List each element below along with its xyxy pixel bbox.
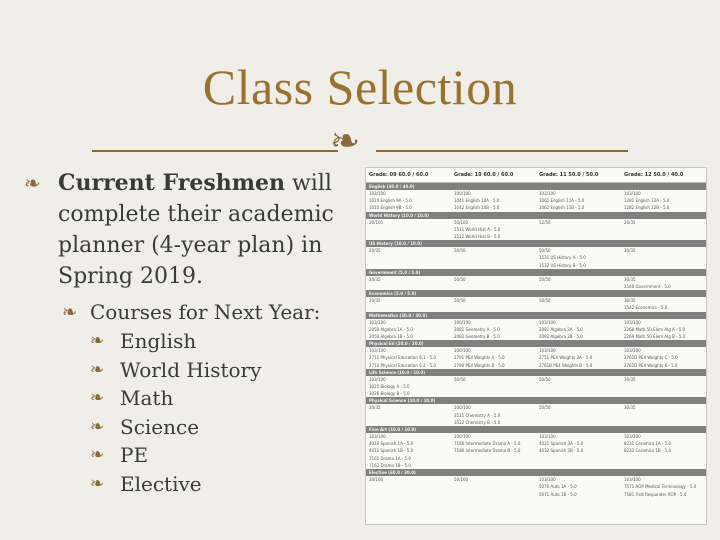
planner-cell: 30/35 — [624, 298, 636, 304]
planner-cell: 103/100 — [624, 319, 641, 325]
planner-row — [366, 383, 706, 390]
planner-cell: 1042 English 10B - 5.0 — [454, 205, 500, 211]
planner-cell: 1010 English 9A - 5.0 — [369, 198, 412, 204]
planner-cell: 100/100 — [454, 319, 471, 325]
planner-cell: 3521 Chemistry A - 5.0 — [454, 412, 501, 418]
planner-section-bar: Fine Art (10.0 / 10.0) — [366, 426, 706, 433]
planner-cell: 1511 World Hist A - 5.0 — [454, 226, 501, 232]
planner-cell: 2050 Algebra 1B - 5.0 — [369, 334, 413, 340]
course-label: Science — [120, 414, 200, 439]
planner-cell — [451, 455, 536, 462]
planner-cell: 2711 Physical Education 9.1 - 5.0 — [369, 355, 436, 361]
planner-cell: 50/50 — [539, 405, 551, 411]
planner-cell — [536, 455, 621, 462]
planner-cell — [451, 262, 536, 269]
planner-cell: 1061 English 11A - 5.0 — [539, 198, 585, 204]
planner-cell: 100/100 — [454, 405, 471, 411]
planner-cell: 30/35 — [624, 248, 636, 254]
planner-row — [366, 262, 706, 269]
planner-cell — [451, 483, 536, 490]
planner-cell: 20/35 — [369, 298, 381, 304]
planner-row — [366, 354, 706, 361]
planner-cell — [621, 455, 706, 462]
planner-cell: 3025 Biology A - 5.0 — [369, 384, 410, 390]
bullet-sub-text: Courses for Next Year: — [90, 300, 321, 324]
fleuron-bullet-icon: ❧ — [90, 416, 105, 437]
course-label: World History — [120, 357, 262, 382]
fleuron-bullet-icon: ❧ — [90, 445, 105, 465]
planner-cell — [366, 419, 451, 426]
planner-row — [366, 319, 706, 326]
planner-cell: 103/100 — [539, 319, 556, 325]
planner-row — [366, 376, 706, 383]
planner-row — [366, 362, 706, 369]
bullet-main-bold: Current Freshmen — [58, 170, 285, 196]
title-divider-left — [92, 150, 338, 152]
planner-cell — [451, 304, 536, 311]
bullet-sub — [18, 298, 353, 327]
planner-section-bar: US History (10.0 / 10.0) — [366, 240, 706, 247]
planner-cell — [366, 254, 451, 261]
planner-row — [366, 247, 706, 254]
planner-cell — [366, 304, 451, 311]
planner-cell — [366, 233, 451, 240]
planner-cell: 2268 Math 50 Elem Alg A - 5.0 — [624, 326, 686, 332]
planner-cell: 2082 Geometry B - 5.0 — [454, 334, 500, 340]
planner-cell: 103/100 — [539, 191, 556, 196]
planner-cell: 20/35 — [624, 219, 636, 225]
planner-cell: 7571 ROP Medical Terminology - 5.0 — [624, 484, 697, 490]
planner-cell: 7186 Intermediate Drama A - 5.0 — [454, 441, 521, 447]
planner-row — [366, 283, 706, 290]
course-item — [18, 356, 353, 385]
planner-section-bar: Government (5.0 / 5.0) — [366, 269, 706, 276]
planner-cell — [621, 412, 706, 419]
planner-section-bar: English (40.0 / 40.0) — [366, 183, 706, 190]
planner-cell — [621, 383, 706, 390]
planner-cell: 3026 Biology B - 5.0 — [369, 391, 410, 397]
planner-cell — [621, 226, 706, 233]
planner-cell — [451, 462, 536, 469]
planner-cell: 1281 English 12A - 5.0 — [624, 198, 670, 204]
planner-row — [366, 347, 706, 354]
planner-cell: 20/35 — [369, 405, 381, 411]
planner-cell: 103/100 — [624, 348, 641, 354]
planner-row — [366, 412, 706, 419]
planner-cell: 7162 Drama 1B - 5.0 — [369, 462, 411, 468]
planner-cell: 7581 First Responder ROP - 5.0 — [624, 491, 687, 497]
planner-cell — [366, 412, 451, 419]
academic-planner-image — [365, 167, 707, 525]
course-label: Elective — [120, 471, 202, 496]
planner-cell: 50/50 — [454, 248, 466, 254]
planner-row — [366, 233, 706, 240]
planner-cell: 5071 Auto 1B - 5.0 — [539, 491, 577, 497]
planner-cell: 103/100 — [624, 434, 641, 440]
planner-row — [366, 204, 706, 211]
planner-section-bar: Elective (60.0 / 30.0) — [366, 469, 706, 476]
course-label: English — [120, 329, 197, 353]
bullet-main-text: will complete their academic planner (4-year plan) in Spring 2019. — [58, 171, 334, 289]
planner-cell — [366, 226, 451, 233]
planner-row — [366, 226, 706, 233]
planner-cell — [366, 491, 451, 498]
planner-cell — [621, 233, 706, 240]
planner-section-bar: Physical Ed (20.0 / 20.0) — [366, 340, 706, 347]
planner-cell: 1282 English 12B - 5.0 — [624, 205, 670, 211]
planner-cell: 2050 Algebra 1A - 5.0 — [369, 326, 413, 332]
planner-cell — [366, 262, 451, 269]
planner-cell: 103/100 — [624, 191, 641, 196]
planner-cell: 2761B PE4 Weights B - 5.0 — [539, 362, 593, 368]
planner-cell: 2269 Math 50 Elem Alg B - 5.0 — [624, 334, 686, 340]
planner-grade-header: Grade: 12 50.0 / 40.0 — [624, 172, 684, 178]
planner-cell — [451, 254, 536, 261]
planner-cell: 100/100 — [454, 434, 471, 440]
planner-cell: 30/35 — [624, 376, 636, 382]
planner-row — [366, 440, 706, 447]
planner-row — [366, 333, 706, 340]
planner-cell: 1041 English 10A - 5.0 — [454, 198, 500, 204]
planner-cell: 50/50 — [539, 376, 551, 382]
planner-cell — [536, 226, 621, 233]
planner-cell — [451, 283, 536, 290]
planner-cell: 103/100 — [624, 477, 641, 483]
planner-row — [366, 491, 706, 498]
planner-cell: 8232 Ceramics 1B - 5.0 — [624, 448, 671, 454]
planner-cell — [621, 419, 706, 426]
planner-cell: 103/100 — [539, 434, 556, 440]
planner-row — [366, 190, 706, 197]
bullet-list — [18, 168, 353, 498]
planner-row — [366, 390, 706, 397]
planner-cell: 20/105 — [369, 219, 384, 225]
planner-cell: 1542 Economics - 5.0 — [624, 305, 668, 311]
planner-row — [366, 462, 706, 469]
planner-cell: 103/100 — [369, 319, 386, 325]
planner-cell: 2790 PE4 Weights B - 5.0 — [454, 362, 505, 368]
planner-cell — [536, 412, 621, 419]
bullet-main — [18, 168, 353, 292]
planner-cell: 100/100 — [454, 191, 471, 196]
planner-cell — [536, 462, 621, 469]
fleuron-bullet-icon: ❧ — [90, 331, 105, 351]
planner-cell: 3522 Chemistry B - 5.0 — [454, 419, 501, 425]
planner-cell: 2091 Algebra 2A - 5.0 — [539, 326, 583, 332]
course-label: PE — [120, 443, 149, 467]
planner-cell — [366, 483, 451, 490]
fleuron-bullet-icon: ❧ — [24, 171, 41, 195]
planner-cell: 50/50 — [454, 298, 466, 304]
planner-cell: 50/50 — [454, 376, 466, 382]
planner-cell: 4010 Spanish 1A - 5.0 — [369, 441, 414, 447]
course-list — [18, 327, 353, 498]
planner-cell: 103/100 — [539, 477, 556, 483]
planner-cell: 1540 Government - 5.0 — [624, 284, 671, 290]
planner-cell — [621, 462, 706, 469]
planner-row — [366, 197, 706, 204]
planner-cell: 20/35 — [369, 248, 381, 254]
planner-cell — [366, 283, 451, 290]
planner-cell: 20/100 — [369, 477, 384, 483]
planner-section-bar: Mathematics (30.0 / 30.0) — [366, 312, 706, 319]
fleuron-ornament-icon: ❧ — [330, 121, 361, 162]
planner-row — [366, 304, 706, 311]
planner-cell: 30/35 — [624, 405, 636, 411]
planner-cell — [451, 383, 536, 390]
planner-cell: 50/50 — [454, 276, 466, 282]
planner-section-bar: Life Science (10.0 / 10.0) — [366, 369, 706, 376]
planner-cell: 4011 Spanish 1B - 5.0 — [369, 448, 414, 454]
title-divider-right — [376, 150, 628, 152]
course-item — [18, 413, 353, 442]
planner-cell: 5070 Auto 1A - 5.0 — [539, 484, 577, 490]
planner-cell: 8231 Ceramics 1A - 5.0 — [624, 441, 671, 447]
planner-cell: 1531 US History A - 5.0 — [539, 255, 586, 261]
planner-cell: 2081 Geometry A - 5.0 — [454, 326, 500, 332]
planner-cell: 50/100 — [454, 219, 469, 225]
planner-cell — [621, 254, 706, 261]
planner-cell: 7161 Drama 1A - 5.0 — [369, 455, 411, 461]
planner-row — [366, 419, 706, 426]
planner-cell: 50/50 — [539, 276, 551, 282]
planner-cell — [621, 262, 706, 269]
fleuron-bullet-icon: ❧ — [90, 388, 105, 408]
planner-cell — [536, 390, 621, 397]
planner-cell: 50/50 — [539, 298, 551, 304]
planner-cell: 30/35 — [624, 276, 636, 282]
planner-body — [366, 183, 706, 498]
course-item — [18, 470, 353, 499]
planner-row — [366, 476, 706, 483]
planner-cell — [536, 283, 621, 290]
planner-row — [366, 276, 706, 283]
planner-cell: 1532 US History B - 5.0 — [539, 262, 586, 268]
planner-cell — [536, 383, 621, 390]
planner-cell: 2092 Algebra 2B - 5.0 — [539, 334, 583, 340]
planner-row — [366, 219, 706, 226]
planner-grade-header: Grade: 11 50.0 / 50.0 — [539, 172, 599, 178]
planner-cell: 2710 Physical Education 9.2 - 5.0 — [369, 362, 436, 368]
planner-cell: 4032 Spanish 3B - 5.0 — [539, 448, 584, 454]
fleuron-bullet-icon: ❧ — [62, 302, 78, 323]
planner-row — [366, 404, 706, 411]
planner-cell: 103/100 — [369, 376, 386, 382]
course-label: Math — [120, 386, 174, 410]
planner-row — [366, 326, 706, 333]
planner-cell: 103/100 — [539, 348, 556, 354]
planner-cell: 52/50 — [539, 219, 551, 225]
planner-row — [366, 254, 706, 261]
planner-row — [366, 297, 706, 304]
fleuron-bullet-icon: ❧ — [90, 359, 105, 380]
planner-cell: 103/100 — [369, 434, 386, 440]
slide-title: Class Selection — [202, 59, 518, 115]
planner-cell: 1010 English 9B - 5.0 — [369, 205, 412, 211]
planner-grade-header: Grade: 09 60.0 / 60.0 — [369, 172, 429, 178]
planner-row — [366, 433, 706, 440]
planner-cell: 103/100 — [369, 191, 386, 196]
fleuron-bullet-icon: ❧ — [90, 473, 105, 494]
planner-section-bar: World History (10.0 / 10.0) — [366, 212, 706, 219]
planner-grade-header: Grade: 10 60.0 / 60.0 — [454, 172, 514, 178]
course-item — [18, 327, 353, 356]
planner-section-bar: Economics (5.0 / 5.0) — [366, 290, 706, 297]
course-item — [18, 441, 353, 470]
planner-cell: 100/100 — [454, 348, 471, 354]
course-item — [18, 384, 353, 413]
planner-cell: 50/100 — [454, 477, 469, 483]
planner-cell — [536, 233, 621, 240]
planner-cell: 4031 Spanish 3A - 5.0 — [539, 441, 584, 447]
planner-cell — [451, 491, 536, 498]
planner-row — [366, 455, 706, 462]
planner-cell — [536, 304, 621, 311]
planner-header — [366, 168, 706, 183]
planner-cell: 2791 PE4 Weights A - 5.0 — [454, 355, 505, 361]
planner-cell: 2761D PE4 Weights C - 5.0 — [624, 355, 678, 361]
planner-cell: 1062 English 11B - 5.0 — [539, 205, 585, 211]
planner-cell: 1512 World Hist B - 5.0 — [454, 234, 501, 240]
planner-section-bar: Physical Science (10.0 / 10.0) — [366, 397, 706, 404]
planner-row — [366, 483, 706, 490]
planner-cell: 2761D PE4 Weights E - 5.0 — [624, 362, 678, 368]
planner-cell: 7186 Intermediate Drama B - 5.0 — [454, 448, 521, 454]
planner-cell — [536, 419, 621, 426]
planner-cell: 103/100 — [369, 348, 386, 354]
planner-cell: 20/35 — [369, 276, 381, 282]
planner-row — [366, 447, 706, 454]
planner-cell: 2751 PE4 Weights 3A - 5.0 — [539, 355, 593, 361]
planner-cell — [621, 390, 706, 397]
planner-cell — [451, 390, 536, 397]
planner-cell: 50/50 — [539, 248, 551, 254]
